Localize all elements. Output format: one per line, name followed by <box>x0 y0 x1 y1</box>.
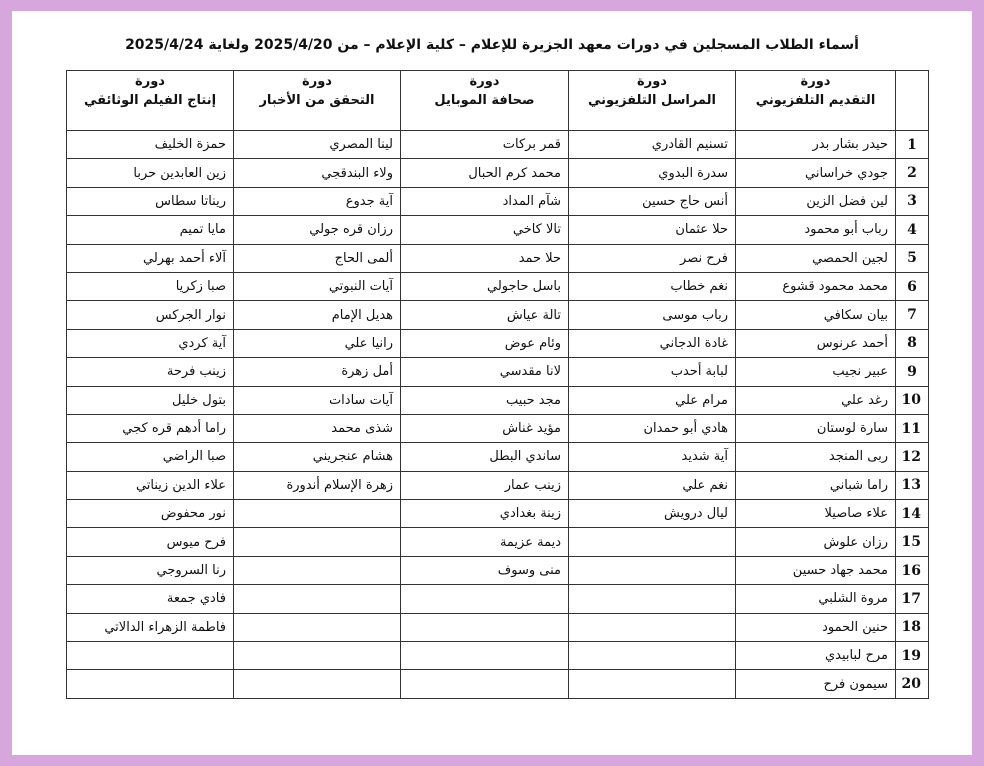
student-name-cell: علاء صاصيلا <box>736 500 896 528</box>
student-name-cell <box>234 642 401 670</box>
page-title: أسماء الطلاب المسجلين في دورات معهد الجزيرة للإعلام – كلية الإعلام – من 2025/4/20 ولغاية 2025/4/24 <box>125 37 859 53</box>
student-name-cell: نغم خطاب <box>569 272 736 300</box>
student-name-cell: راما أدهم قره كجي <box>67 414 234 442</box>
student-name-cell: باسل حاجولي <box>401 272 569 300</box>
row-number: 13 <box>896 471 929 499</box>
student-name-cell: شآم المداد <box>401 187 569 215</box>
student-name-cell: ريناتا سطاس <box>67 187 234 215</box>
student-name-cell: مجد حبيب <box>401 386 569 414</box>
student-name-cell <box>401 670 569 698</box>
student-name-cell: حنين الحمود <box>736 613 896 641</box>
student-name-cell: بتول خليل <box>67 386 234 414</box>
student-name-cell: حلا حمد <box>401 244 569 272</box>
table-row <box>67 556 929 584</box>
student-name-cell: نور محفوض <box>67 500 234 528</box>
student-name-cell: هشام عنجريني <box>234 443 401 471</box>
row-number: 2 <box>896 159 929 187</box>
row-number: 17 <box>896 585 929 613</box>
course-column-header <box>736 71 896 131</box>
course-name: التقديم التلفزيوني <box>755 93 876 108</box>
student-name-cell: زينة بغدادي <box>401 500 569 528</box>
table-row <box>67 272 929 300</box>
course-label: دورة <box>302 74 332 89</box>
table-row <box>67 301 929 329</box>
row-number: 16 <box>896 556 929 584</box>
student-name-cell: نوار الجركس <box>67 301 234 329</box>
students-table <box>66 70 929 699</box>
table-row <box>67 159 929 187</box>
student-name-cell: رزان قره جولي <box>234 216 401 244</box>
row-number: 4 <box>896 216 929 244</box>
student-name-cell: تسنيم القادري <box>569 131 736 159</box>
student-name-cell: سيمون فرح <box>736 670 896 698</box>
student-name-cell: هادي أبو حمدان <box>569 414 736 442</box>
student-name-cell: رنا السروجي <box>67 556 234 584</box>
student-name-cell: محمد جهاد حسين <box>736 556 896 584</box>
student-name-cell: علاء الدين زيناتي <box>67 471 234 499</box>
student-name-cell: صبا زكريا <box>67 272 234 300</box>
student-name-cell: أنس حاج حسين <box>569 187 736 215</box>
student-name-cell <box>569 528 736 556</box>
student-name-cell: فادي جمعة <box>67 585 234 613</box>
student-name-cell: آية كردي <box>67 329 234 357</box>
student-name-cell: سدرة البدوي <box>569 159 736 187</box>
student-name-cell: ألمى الحاج <box>234 244 401 272</box>
student-name-cell <box>234 613 401 641</box>
student-name-cell <box>569 585 736 613</box>
student-name-cell: راما شباني <box>736 471 896 499</box>
student-name-cell: مرح لبابيدي <box>736 642 896 670</box>
student-name-cell <box>234 556 401 584</box>
student-name-cell <box>234 528 401 556</box>
student-name-cell: بيان سكافي <box>736 301 896 329</box>
table-row <box>67 471 929 499</box>
row-number: 15 <box>896 528 929 556</box>
student-name-cell: رغد علي <box>736 386 896 414</box>
student-name-cell: زينب عمار <box>401 471 569 499</box>
student-name-cell: زينب فرحة <box>67 358 234 386</box>
student-name-cell: آية شديد <box>569 443 736 471</box>
document-page <box>12 11 972 755</box>
student-name-cell: جودي خراساني <box>736 159 896 187</box>
student-name-cell: شذى محمد <box>234 414 401 442</box>
course-column-header <box>569 71 736 131</box>
course-name: المراسل التلفزيوني <box>588 93 716 108</box>
student-name-cell <box>67 670 234 698</box>
row-number: 18 <box>896 613 929 641</box>
row-number: 20 <box>896 670 929 698</box>
student-name-cell: تالا كاخي <box>401 216 569 244</box>
row-number: 9 <box>896 358 929 386</box>
course-name: صحافة الموبايل <box>434 93 535 108</box>
row-number: 11 <box>896 414 929 442</box>
header-row <box>67 71 929 131</box>
table-row <box>67 131 929 159</box>
student-name-cell: حمزة الخليف <box>67 131 234 159</box>
student-name-cell: أمل زهرة <box>234 358 401 386</box>
table-row <box>67 414 929 442</box>
student-name-cell: أحمد عرنوس <box>736 329 896 357</box>
student-name-cell: لين فضل الزين <box>736 187 896 215</box>
student-name-cell: هديل الإمام <box>234 301 401 329</box>
row-number: 19 <box>896 642 929 670</box>
table-row <box>67 358 929 386</box>
student-name-cell <box>401 613 569 641</box>
student-name-cell: رباب موسى <box>569 301 736 329</box>
student-name-cell: آية جدوع <box>234 187 401 215</box>
course-column-header <box>67 71 234 131</box>
table-row <box>67 642 929 670</box>
table-row <box>67 670 929 698</box>
student-name-cell: عبير نجيب <box>736 358 896 386</box>
student-name-cell: غادة الدجاني <box>569 329 736 357</box>
student-name-cell: مؤيد غناش <box>401 414 569 442</box>
table-row <box>67 329 929 357</box>
student-name-cell: قمر بركات <box>401 131 569 159</box>
student-name-cell: ولاء البندقجي <box>234 159 401 187</box>
student-name-cell: محمد محمود قشوع <box>736 272 896 300</box>
row-number: 5 <box>896 244 929 272</box>
row-number: 12 <box>896 443 929 471</box>
student-name-cell: فرح ميوس <box>67 528 234 556</box>
student-name-cell: حلا عثمان <box>569 216 736 244</box>
student-name-cell: رباب أبو محمود <box>736 216 896 244</box>
student-name-cell <box>569 556 736 584</box>
student-name-cell: ساندي البطل <box>401 443 569 471</box>
number-column-header <box>896 71 929 131</box>
student-name-cell <box>401 585 569 613</box>
table-row <box>67 216 929 244</box>
table-row <box>67 187 929 215</box>
table-row <box>67 613 929 641</box>
course-name: إنتاج الفيلم الوثائقي <box>83 93 217 108</box>
student-name-cell <box>67 642 234 670</box>
student-name-cell: وئام عوض <box>401 329 569 357</box>
student-name-cell: رانيا علي <box>234 329 401 357</box>
student-name-cell: مروة الشلبي <box>736 585 896 613</box>
student-name-cell: لينا المصري <box>234 131 401 159</box>
student-name-cell: فاطمة الزهراء الدالاتي <box>67 613 234 641</box>
row-number: 14 <box>896 500 929 528</box>
course-label: دورة <box>135 74 165 89</box>
table-row <box>67 585 929 613</box>
student-name-cell <box>234 500 401 528</box>
table-row <box>67 244 929 272</box>
student-name-cell: زين العابدين حربا <box>67 159 234 187</box>
course-label: دورة <box>469 74 500 89</box>
row-number: 10 <box>896 386 929 414</box>
row-number: 8 <box>896 329 929 357</box>
student-name-cell: فرح نصر <box>569 244 736 272</box>
student-name-cell: زهرة الإسلام أندورة <box>234 471 401 499</box>
row-number: 6 <box>896 272 929 300</box>
student-name-cell <box>234 585 401 613</box>
table-row <box>67 528 929 556</box>
student-name-cell: لبابة أحدب <box>569 358 736 386</box>
course-name: التحقق من الأخبار <box>259 93 375 108</box>
student-name-cell: آلاء أحمد بهرلي <box>67 244 234 272</box>
table-row <box>67 443 929 471</box>
student-name-cell: مايا تميم <box>67 216 234 244</box>
student-name-cell: لجين الحمصي <box>736 244 896 272</box>
student-name-cell: ديمة عزيمة <box>401 528 569 556</box>
student-name-cell: حيدر بشار بدر <box>736 131 896 159</box>
row-number: 1 <box>896 131 929 159</box>
student-name-cell <box>569 613 736 641</box>
student-name-cell: رزان علوش <box>736 528 896 556</box>
table-body <box>67 131 929 699</box>
student-name-cell <box>569 642 736 670</box>
row-number: 3 <box>896 187 929 215</box>
course-label: دورة <box>637 74 667 89</box>
course-column-header <box>401 71 569 131</box>
table-row <box>67 500 929 528</box>
table-row <box>67 386 929 414</box>
table-header <box>67 71 929 131</box>
student-name-cell <box>401 642 569 670</box>
row-number: 7 <box>896 301 929 329</box>
student-name-cell: آيات النبوتي <box>234 272 401 300</box>
student-name-cell: منى وسوف <box>401 556 569 584</box>
student-name-cell: صبا الراضي <box>67 443 234 471</box>
course-label: دورة <box>800 74 831 89</box>
student-name-cell: تالة عياش <box>401 301 569 329</box>
student-name-cell <box>569 670 736 698</box>
student-name-cell <box>234 670 401 698</box>
student-name-cell: ربى المنجد <box>736 443 896 471</box>
student-name-cell: محمد كرم الحبال <box>401 159 569 187</box>
course-column-header <box>234 71 401 131</box>
student-name-cell: نغم علي <box>569 471 736 499</box>
student-name-cell: مرام علي <box>569 386 736 414</box>
student-name-cell: آيات سادات <box>234 386 401 414</box>
student-name-cell: سارة لوستان <box>736 414 896 442</box>
student-name-cell: لانا مقدسي <box>401 358 569 386</box>
student-name-cell: ليال درويش <box>569 500 736 528</box>
